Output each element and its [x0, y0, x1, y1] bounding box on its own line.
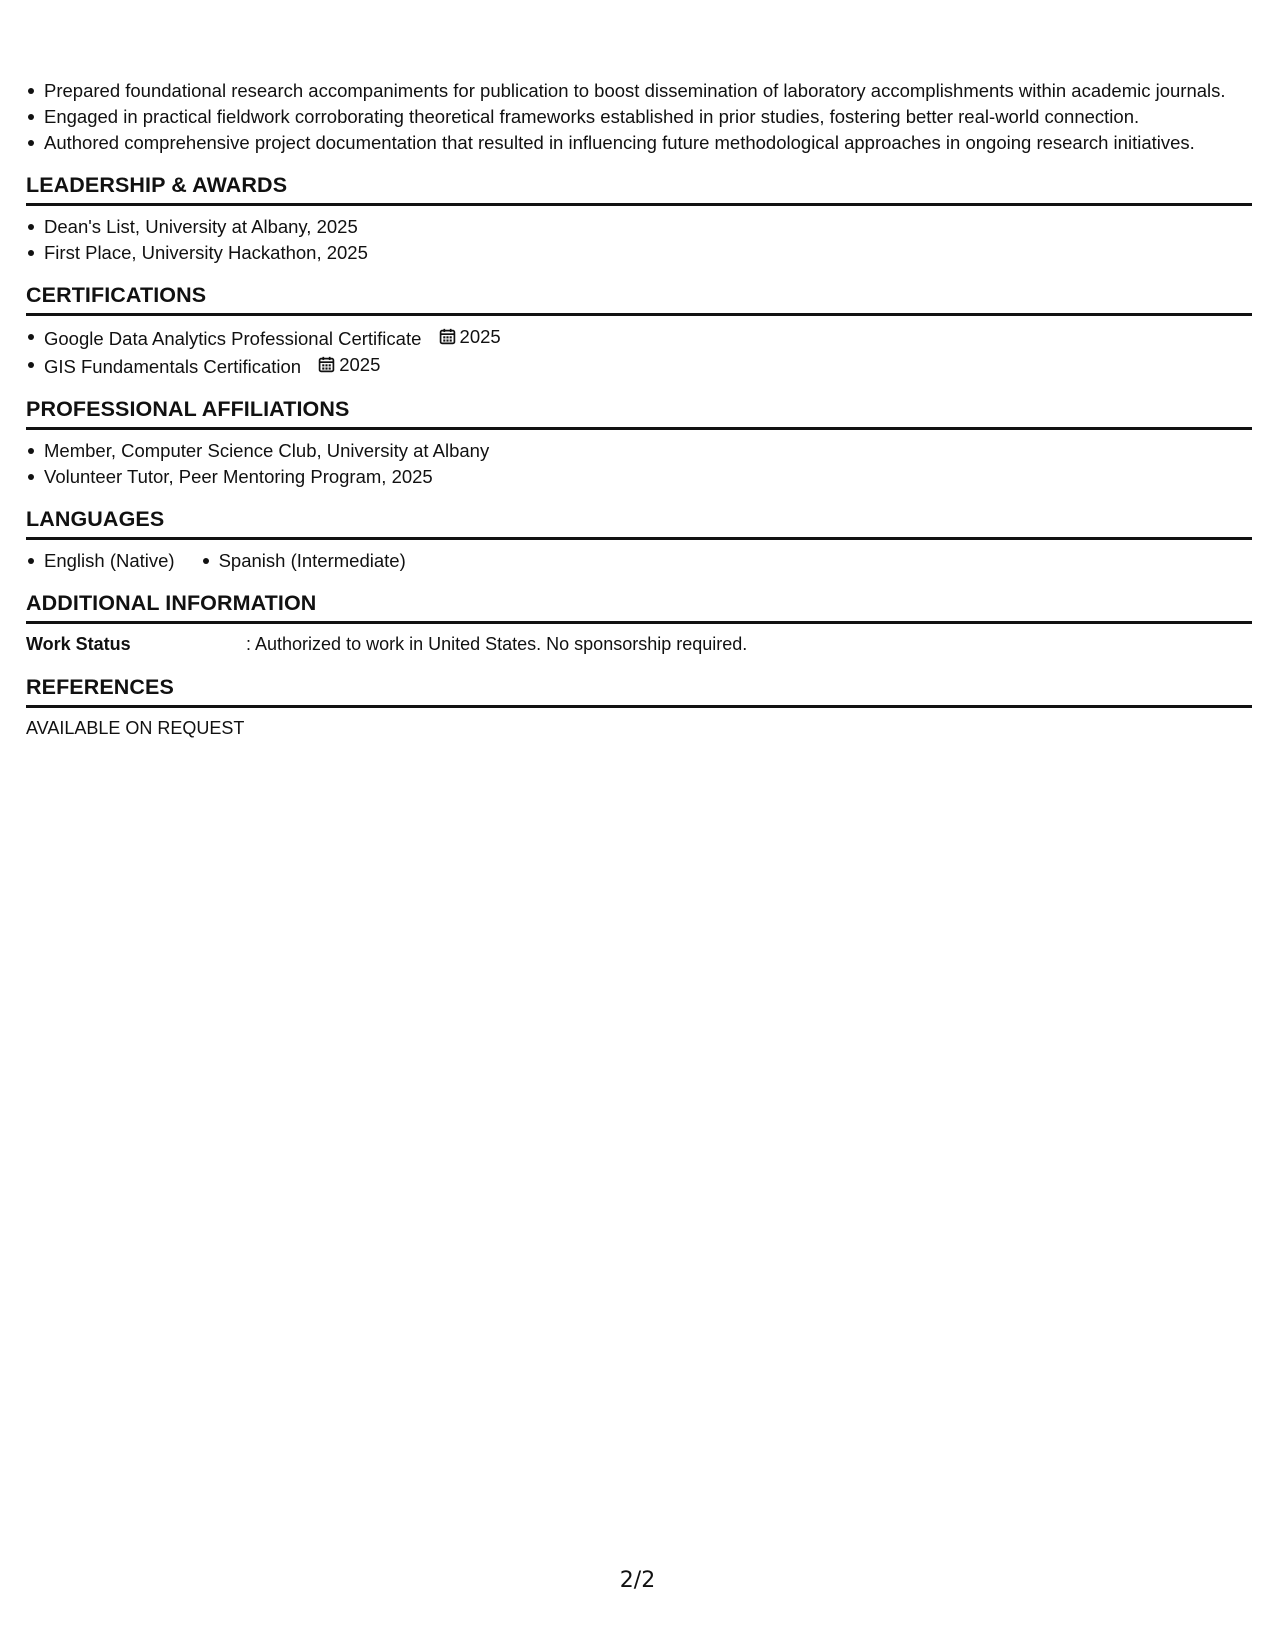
certification-name: GIS Fundamentals Certification [44, 356, 302, 377]
leadership-item: First Place, University Hackathon, 2025 [44, 240, 1252, 265]
certification-year: 2025 [459, 326, 501, 347]
experience-bullet-list [26, 78, 1252, 155]
leadership-list [26, 214, 1252, 265]
certifications-list [26, 324, 1252, 379]
affiliations-list [26, 438, 1252, 489]
leadership-item: Dean's List, University at Albany, 2025 [44, 214, 1252, 239]
certifications-section [26, 281, 1252, 379]
resume-page [26, 78, 1252, 741]
references-section [26, 673, 1252, 741]
section-title-languages: LANGUAGES [26, 505, 1252, 540]
certification-date [439, 324, 501, 349]
certification-item [44, 352, 1252, 379]
work-status-row [26, 632, 1252, 657]
page-number: 2/2 [619, 1568, 656, 1593]
certification-item [44, 324, 1252, 351]
additional-info-section [26, 589, 1252, 657]
affiliation-item: Member, Computer Science Club, University at Albany [44, 438, 1252, 463]
certification-date [318, 352, 380, 377]
languages-section [26, 505, 1252, 573]
calendar-icon [318, 356, 335, 373]
affiliation-item: Volunteer Tutor, Peer Mentoring Program, 2025 [44, 464, 1252, 489]
language-item: English (Native) [44, 550, 175, 571]
experience-bullet: Prepared foundational research accompaniments for publication to boost dissemination of laboratory accomplishments within academic journals. [44, 78, 1252, 103]
certification-name: Google Data Analytics Professional Certificate [44, 328, 422, 349]
experience-bullet: Engaged in practical fieldwork corroborating theoretical frameworks established in prior studies, fostering better real-world connection. [44, 104, 1252, 129]
section-title-references: REFERENCES [26, 673, 1252, 708]
section-title-additional-info: ADDITIONAL INFORMATION [26, 589, 1252, 624]
work-status-label: Work Status [26, 634, 131, 654]
language-item: Spanish (Intermediate) [218, 550, 406, 571]
experience-bullet: Authored comprehensive project documentation that resulted in influencing future methodological approaches in ongoing research initiatives. [44, 130, 1252, 155]
calendar-icon [439, 328, 456, 345]
languages-list [26, 548, 1252, 573]
certification-year: 2025 [339, 354, 381, 375]
leadership-section [26, 171, 1252, 265]
section-title-certifications: CERTIFICATIONS [26, 281, 1252, 316]
section-title-leadership: LEADERSHIP & AWARDS [26, 171, 1252, 206]
section-title-affiliations: PROFESSIONAL AFFILIATIONS [26, 395, 1252, 430]
work-status-value: : Authorized to work in United States. No sponsorship required. [246, 634, 748, 654]
affiliations-section [26, 395, 1252, 489]
references-text: AVAILABLE ON REQUEST [26, 718, 245, 738]
